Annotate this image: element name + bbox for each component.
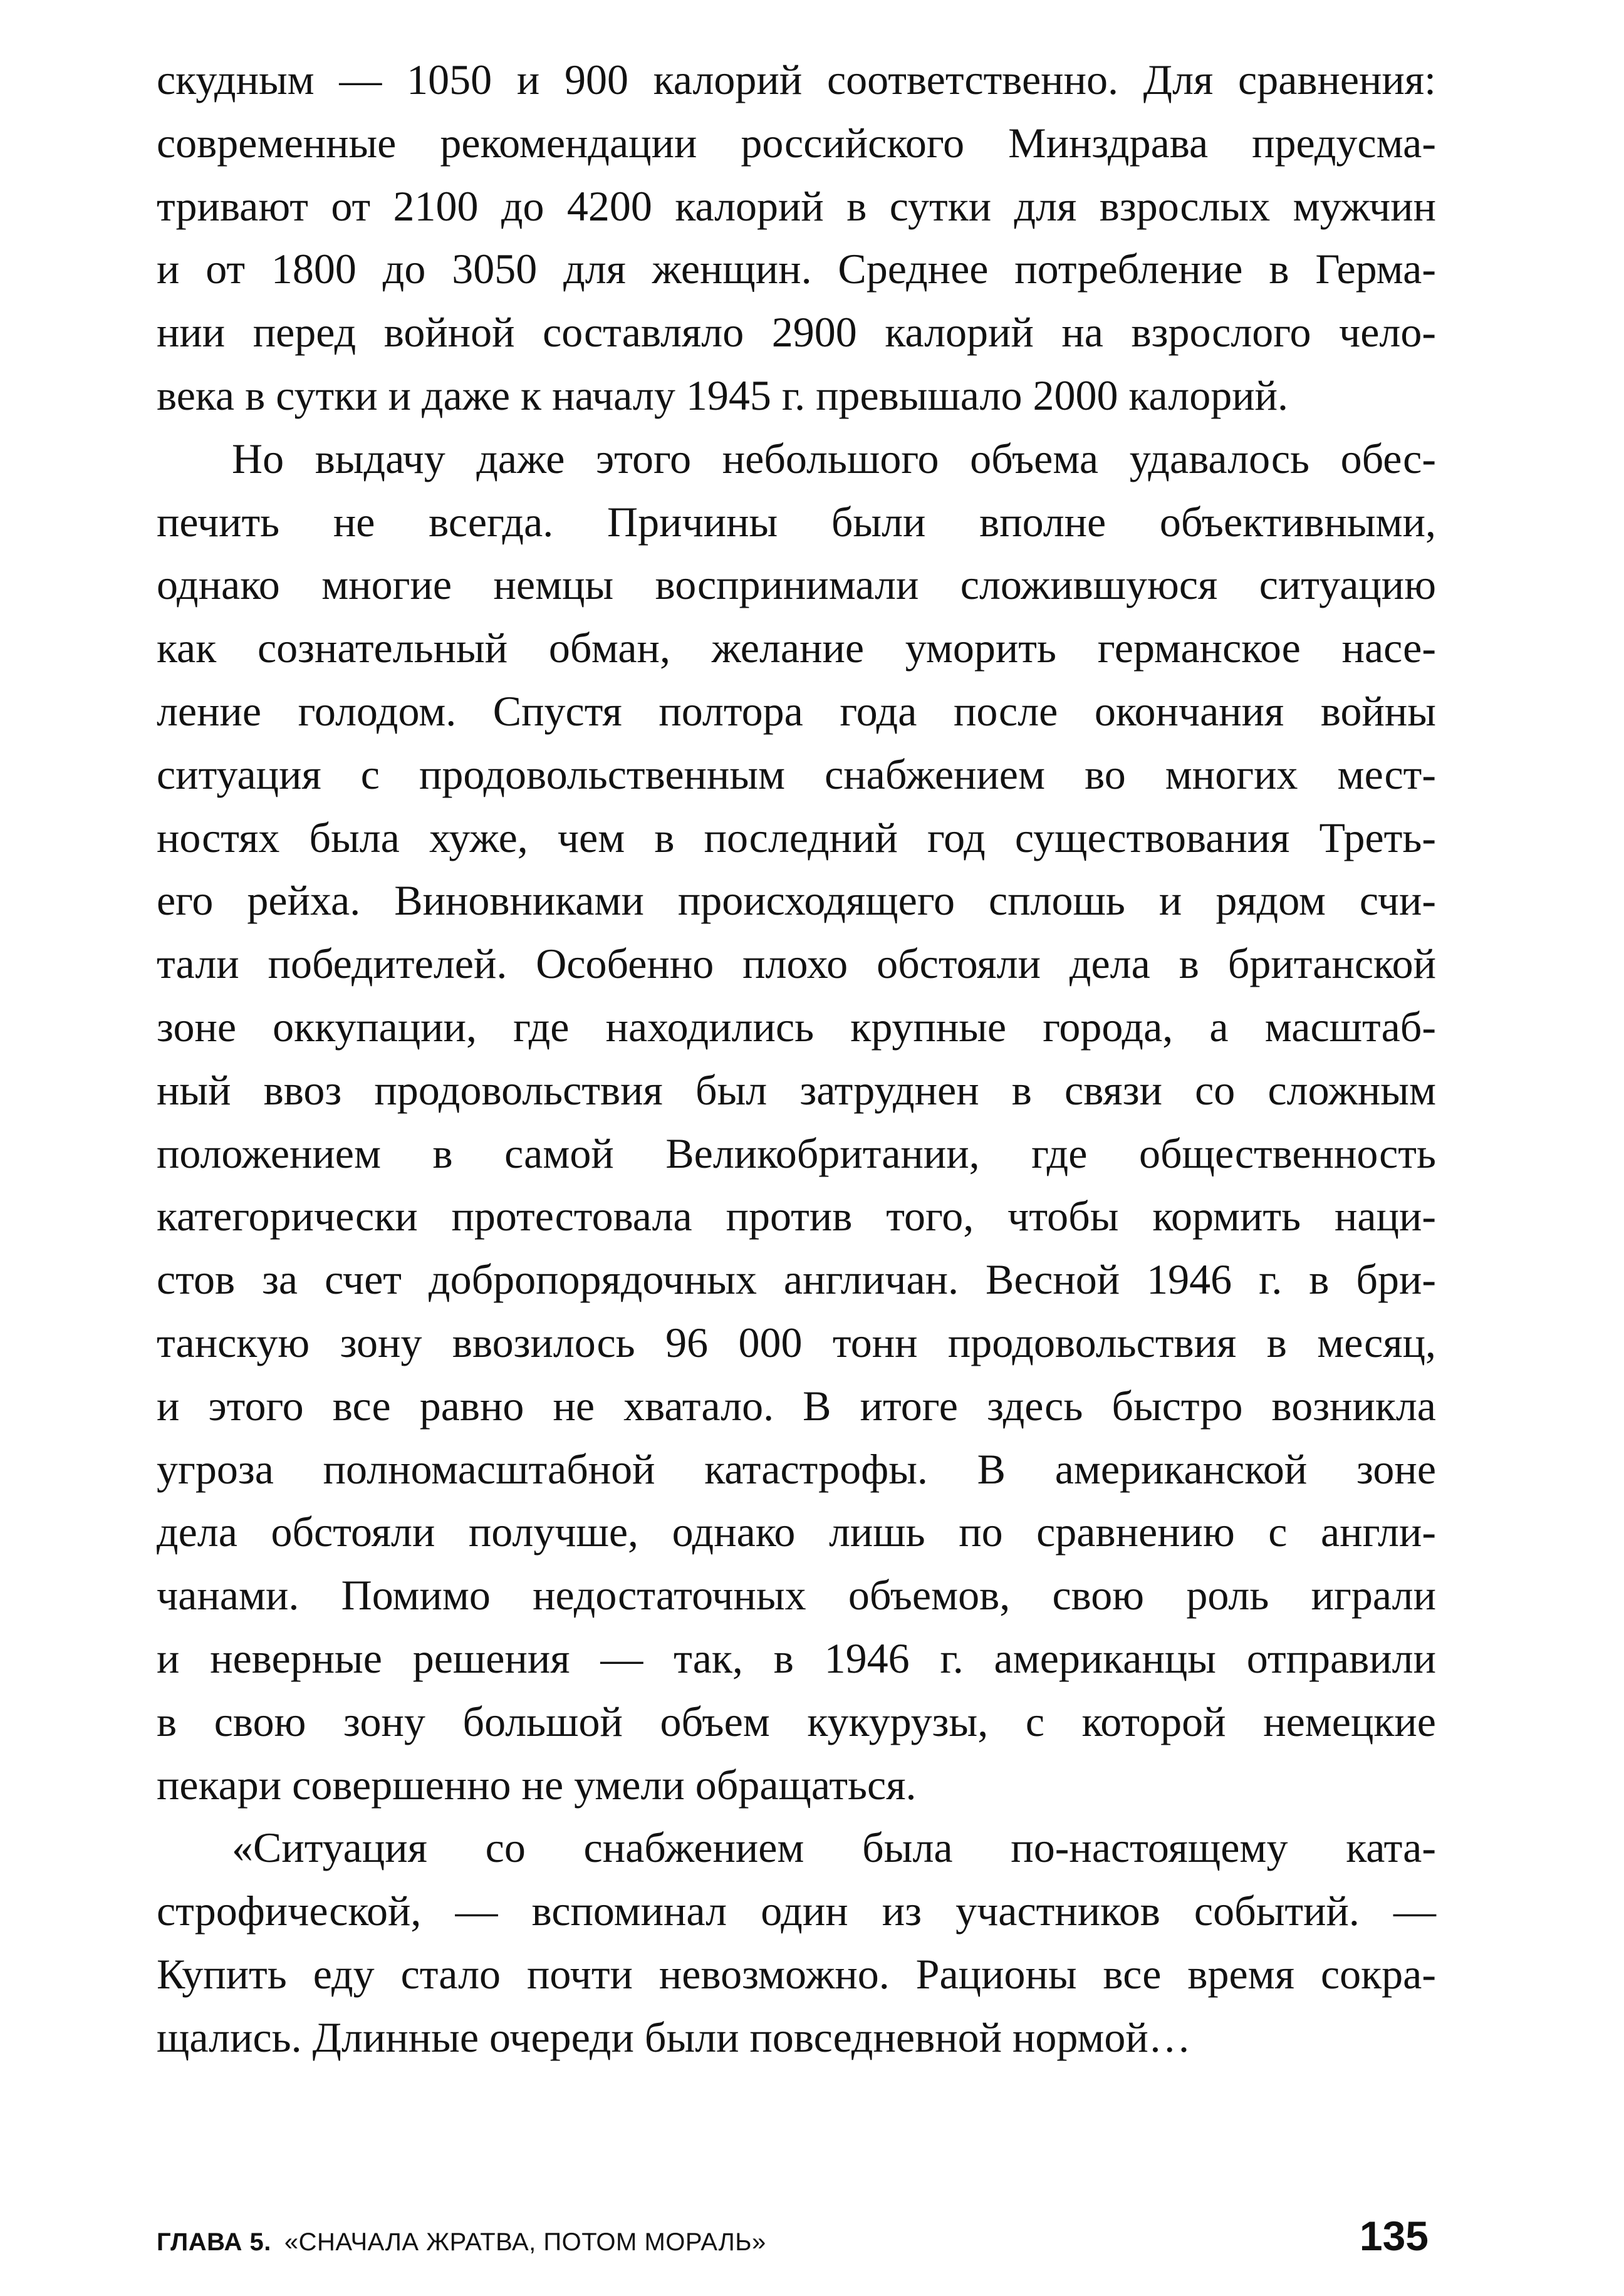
text-line: категорически протестовала против того, чтобы кормить наци-: [157, 1192, 1436, 1240]
text-line: тали победителей. Особенно плохо обстояли дела в британской: [157, 940, 1436, 988]
text-line: ситуация с продовольственным снабжением во многих мест-: [157, 750, 1436, 798]
text-line: стов за счет добропорядочных англичан. Весной 1946 г. в бри-: [157, 1255, 1436, 1304]
text-line: танскую зону ввозилось 96 000 тонн продовольствия в месяц,: [157, 1318, 1436, 1366]
text-line: зоне оккупации, где находились крупные города, а масштаб-: [157, 1002, 1436, 1051]
text-line: нии перед войной составляло 2900 калорий на взрослого чело-: [157, 308, 1436, 356]
text-line: однако многие немцы воспринимали сложившуюся ситуацию: [157, 561, 1436, 609]
text-line: печить не всегда. Причины были вполне объективными,: [157, 497, 1436, 546]
text-line: ностях была хуже, чем в последний год существования Треть-: [157, 813, 1436, 861]
text-line: «Ситуация со снабжением была по-настоящему ката-: [232, 1824, 1436, 1872]
page-text: [157, 48, 1436, 2069]
page-number: 135: [1359, 2213, 1429, 2259]
text-line: как сознательный обман, желание уморить германское насе-: [157, 624, 1436, 672]
text-line: угроза полномасштабной катастрофы. В американской зоне: [157, 1445, 1436, 1493]
footer-chapter-label: ГЛАВА 5.: [157, 2228, 271, 2256]
text-line: века в сутки и даже к началу 1945 г. превышало 2000 калорий.: [157, 371, 1289, 419]
text-line: ление голодом. Спустя полтора года после окончания войны: [157, 687, 1436, 735]
text-line: современные рекомендации российского Минздрава предусма-: [157, 118, 1436, 167]
text-line: ный ввоз продовольствия был затруднен в связи со сложным: [157, 1066, 1436, 1114]
text-line: дела обстояли получше, однако лишь по сравнению с англи-: [157, 1508, 1436, 1556]
text-line: пекари совершенно не умели обращаться.: [157, 1760, 917, 1809]
text-line: его рейха. Виновниками происходящего сплошь и рядом счи-: [157, 876, 1436, 925]
footer-running-title: [157, 2228, 766, 2256]
text-line: в свою зону большой объем кукурузы, с которой немецкие: [157, 1697, 1436, 1745]
text-line: щались. Длинные очереди были повседневной нормой…: [157, 2013, 1191, 2061]
text-line: тривают от 2100 до 4200 калорий в сутки для взрослых мужчин: [157, 182, 1436, 230]
text-line: и от 1800 до 3050 для женщин. Среднее потребление в Герма-: [157, 245, 1436, 293]
text-line: строфической, — вспоминал один из участников событий. —: [157, 1887, 1436, 1935]
text-line: положением в самой Великобритании, где общественность: [157, 1129, 1436, 1177]
text-line: чанами. Помимо недостаточных объемов, свою роль играли: [157, 1571, 1436, 1619]
text-line: и неверные решения — так, в 1946 г. американцы отправили: [157, 1634, 1436, 1682]
text-line: Купить еду стало почти невозможно. Рационы все время сокра-: [157, 1950, 1436, 1998]
text-line: Но выдачу даже этого небольшого объема удавалось обес-: [232, 434, 1436, 482]
text-line: скудным — 1050 и 900 калорий соответственно. Для сравнения:: [157, 56, 1436, 103]
text-line: и этого все равно не хватало. В итоге здесь быстро возникла: [157, 1381, 1436, 1430]
footer-chapter-title: «СНАЧАЛА ЖРАТВА, ПОТОМ МОРАЛЬ»: [284, 2228, 766, 2256]
